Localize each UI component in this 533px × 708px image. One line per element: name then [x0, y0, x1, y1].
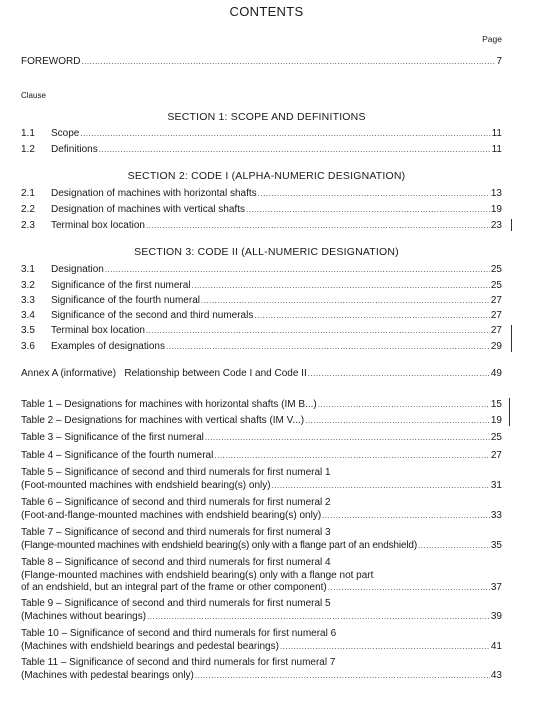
toc-entry-page: 23 [490, 220, 502, 231]
table-entry-page: 19 [490, 415, 502, 426]
leader-dots [99, 143, 491, 156]
table-entry-page: 27 [490, 450, 502, 461]
toc-entry-text: Terminal box location [51, 325, 145, 336]
table-entry-page: 37 [490, 582, 502, 593]
toc-entry-number: 3.2 [21, 280, 35, 291]
toc-entry-page: 27 [490, 310, 502, 321]
leader-dots [246, 203, 490, 216]
table-entry[interactable] [21, 598, 502, 623]
toc-entry-text: FOREWORD [21, 56, 81, 67]
toc-entry-page: 11 [491, 144, 502, 155]
toc-entry-page: 29 [490, 341, 502, 352]
toc-entry-page: 25 [490, 280, 502, 291]
change-bar [511, 219, 512, 231]
table-entry[interactable] [21, 398, 502, 411]
table-entry[interactable] [21, 414, 502, 427]
toc-entry-text: Significance of the second and third numerals [51, 310, 254, 321]
toc-entry-text: Examples of designations [51, 341, 165, 352]
toc-entry-number: 2.2 [21, 204, 35, 215]
leader-dots [166, 340, 490, 353]
toc-entry-text: Scope [51, 128, 80, 139]
leader-dots [146, 219, 490, 232]
toc-entry-text: Significance of the first numeral [51, 280, 191, 291]
toc-entry-number: 3.6 [21, 341, 35, 352]
toc-entry-page: 11 [491, 128, 502, 139]
table-entry-text: of an endshield, but an integral part of the frame or other component) [21, 582, 327, 593]
leader-dots [322, 510, 490, 523]
toc-entry-number: 3.3 [21, 295, 35, 306]
section-heading: SECTION 2: CODE I (ALPHA-NUMERIC DESIGNATION) [127, 170, 406, 182]
table-entry[interactable] [21, 657, 502, 682]
page-column-label: Page [482, 34, 502, 44]
table-entry[interactable] [21, 431, 502, 444]
table-entry-text: Table 2 – Designations for machines with vertical shafts (IM V...) [21, 415, 305, 426]
leader-dots [305, 414, 490, 427]
leader-dots [80, 127, 490, 140]
toc-entry[interactable] [21, 187, 502, 200]
table-entry[interactable] [21, 527, 502, 552]
leader-dots [418, 540, 490, 553]
toc-entry-text: Designation of machines with vertical shafts [51, 204, 245, 215]
leader-dots [254, 309, 490, 322]
table-entry-text: Table 1 – Designations for machines with horizontal shafts (IM B...) [21, 399, 317, 410]
table-entry[interactable] [21, 557, 502, 595]
leader-dots [105, 263, 490, 276]
leader-dots [308, 367, 490, 380]
table-entry-text: (Machines with endshield bearings and pedestal bearings) [21, 640, 279, 652]
toc-entry-page: 25 [490, 264, 502, 275]
table-entry-text: Table 4 – Significance of the fourth numeral [21, 450, 214, 461]
toc-entry-page: 27 [490, 325, 502, 336]
table-entry-text: Table 5 – Significance of second and third numerals for first numeral 1 [21, 467, 331, 478]
table-entry-text: Table 11 – Significance of second and third numerals for first numeral 7 [21, 657, 336, 668]
toc-entry-page: 49 [490, 368, 502, 379]
leader-dots [205, 431, 490, 444]
table-entry-text: (Foot-and-flange-mounted machines with endshield bearing(s) only) [21, 509, 322, 521]
leader-dots [81, 55, 495, 68]
table-entry[interactable] [21, 467, 502, 492]
toc-entry-number: 1.1 [21, 128, 35, 139]
leader-dots [272, 480, 490, 493]
table-entry-text: Table 7 – Significance of second and third numerals for first numeral 3 [21, 527, 331, 538]
table-entry[interactable] [21, 449, 502, 462]
toc-entry[interactable] [21, 279, 502, 292]
toc-entry[interactable] [21, 203, 502, 216]
leader-dots [146, 324, 490, 337]
toc-entry[interactable] [21, 309, 502, 322]
leader-dots [258, 187, 490, 200]
toc-entry-page: 27 [490, 295, 502, 306]
leader-dots [280, 641, 490, 654]
clause-column-label: Clause [21, 91, 46, 100]
leader-dots [318, 398, 490, 411]
table-entry-text: (Flange-mounted machines with endshield bearing(s) only with a flange not part [21, 569, 374, 581]
table-entry[interactable] [21, 628, 502, 653]
toc-entry-number: 2.3 [21, 220, 35, 231]
table-entry-text: Table 9 – Significance of second and third numerals for first numeral 5 [21, 598, 331, 609]
change-bar [509, 398, 510, 426]
toc-entry-foreword[interactable] [21, 55, 502, 68]
toc-entry-page: 19 [490, 204, 502, 215]
table-entry-text: Table 3 – Significance of the first numeral [21, 432, 204, 443]
toc-entry[interactable] [21, 127, 502, 140]
leader-dots [192, 279, 490, 292]
section-heading: SECTION 1: SCOPE AND DEFINITIONS [167, 111, 366, 123]
toc-entry-number: 3.4 [21, 310, 35, 321]
table-entry-text: (Machines with pedestal bearings only) [21, 669, 194, 681]
leader-dots [214, 449, 490, 462]
toc-entry-number: 2.1 [21, 188, 35, 199]
toc-entry-text: Definitions [51, 144, 98, 155]
leader-dots [328, 582, 490, 595]
toc-entry[interactable] [21, 340, 502, 353]
toc-entry-text: Significance of the fourth numeral [51, 295, 200, 306]
table-entry-text: (Flange-mounted machines with endshield bearing(s) only with a flange part of an endshield) [21, 539, 418, 551]
table-entry-page: 31 [490, 479, 502, 491]
table-entry-text: Table 8 – Significance of second and third numerals for first numeral 4 [21, 557, 331, 568]
leader-dots [201, 294, 490, 307]
toc-entry[interactable] [21, 294, 502, 307]
toc-entry-text: Designation [51, 264, 104, 275]
table-entry-text: Table 10 – Significance of second and third numerals for first numeral 6 [21, 628, 337, 639]
toc-entry[interactable] [21, 219, 502, 232]
toc-entry-annex[interactable] [21, 367, 502, 380]
table-entry[interactable] [21, 497, 502, 522]
toc-entry[interactable] [21, 324, 502, 337]
toc-entry-number: 1.2 [21, 144, 35, 155]
toc-entry-text: Annex A (informative) Relationship between Code I and Code II [21, 368, 307, 379]
table-entry-text: (Machines without bearings) [21, 610, 147, 622]
leader-dots [195, 670, 490, 683]
table-entry-page: 15 [490, 399, 502, 410]
toc-entry-text: Designation of machines with horizontal shafts [51, 188, 257, 199]
leader-dots [147, 611, 490, 624]
toc-entry-page: 13 [490, 188, 502, 199]
toc-entry-text: Terminal box location [51, 220, 145, 231]
toc-entry-number: 3.1 [21, 264, 35, 275]
toc-entry[interactable] [21, 143, 502, 156]
table-entry-page: 35 [490, 539, 502, 551]
table-entry-page: 39 [490, 610, 502, 622]
toc-entry-number: 3.5 [21, 325, 35, 336]
toc-entry-page: 7 [496, 56, 502, 67]
table-entry-page: 33 [490, 509, 502, 521]
table-entry-page: 43 [490, 669, 502, 681]
change-bar [511, 325, 512, 352]
section-heading: SECTION 3: CODE II (ALL-NUMERIC DESIGNATION) [134, 246, 399, 258]
page-title: CONTENTS [229, 4, 304, 19]
table-entry-page: 25 [490, 432, 502, 443]
table-entry-page: 41 [490, 640, 502, 652]
toc-entry[interactable] [21, 263, 502, 276]
table-entry-text: Table 6 – Significance of second and third numerals for first numeral 2 [21, 497, 331, 508]
table-entry-text: (Foot-mounted machines with endshield bearing(s) only) [21, 479, 271, 491]
